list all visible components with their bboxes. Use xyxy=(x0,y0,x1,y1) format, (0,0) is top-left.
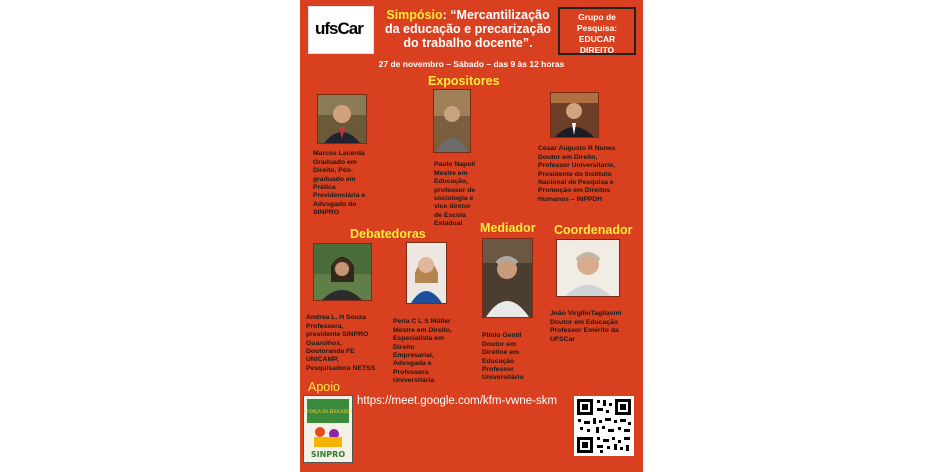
qr-code xyxy=(574,396,634,456)
heading-apoio: Apoio xyxy=(308,380,340,394)
photo-joao xyxy=(556,239,620,297)
title-lead: Simpósio xyxy=(386,8,443,22)
heading-mediador: Mediador xyxy=(480,221,536,235)
heading-debatedoras: Debatedoras xyxy=(350,227,426,241)
event-date: 27 de novembro – Sábado – das 9 às 12 horas xyxy=(378,59,565,69)
group-line-2: Pesquisa: xyxy=(576,23,618,33)
symposium-poster xyxy=(300,0,643,472)
meet-link[interactable]: https://meet.google.com/kfm-vwne-skm xyxy=(357,395,558,407)
photo-marcos xyxy=(317,94,367,144)
photo-plinio xyxy=(482,238,533,318)
photo-paulo xyxy=(433,89,471,153)
heading-expositores: Expositores xyxy=(428,74,500,88)
bio-paulo: Paulo Napoli Mestre em Educação, professor de sociologia e vice diretor de Escola Estadual xyxy=(434,161,476,228)
photo-perla xyxy=(406,242,447,304)
bio-perla: Perla C L S Müller Mestre em Direito, Especialista em Direito Empresarial, Advogada e Professora Universitária xyxy=(393,318,452,385)
photo-andrea xyxy=(313,243,372,301)
group-line-4: DIREITO xyxy=(579,45,615,55)
title-rest: : “Mercantilização da educação e precarização do trabalho docente”. xyxy=(384,8,552,50)
bio-marcos: Marcos Lacerda Graduado em Direito, Pós- graduado em Prática Previdenciária e Advogado do SINPRO xyxy=(313,150,366,217)
bio-plinio: Plínio Gentil Doutor em Direitoe em Educação Professor Universitário xyxy=(482,332,524,382)
sinpro-banner: A FORÇA DO EDUCADOR xyxy=(304,409,352,414)
heading-coordenador: Coordenador xyxy=(554,223,633,237)
bio-cesar: Cesar Augusto R Nunes Doutor em Direito, Professor Universitário, Presidente do Instituto Nacional de Pesquisa e Promoção em Direitos Humanos – INPPDH xyxy=(538,145,616,203)
group-line-3: EDUCAR xyxy=(578,34,616,44)
bio-joao: João VirgílioTagliavini Doutor em Educação Professor Emérito da UFSCar xyxy=(550,310,622,343)
bio-andrea: Andrea L. H Souza Professora, presidente SINPRO Guarulhos, Doutoranda FE UNICAMP, Pesquisadora NETSS xyxy=(306,314,376,372)
poster-title xyxy=(378,8,558,50)
sinpro-label: SINPRO xyxy=(310,450,346,459)
ufscar-logo: ufsCar xyxy=(308,6,374,54)
photo-cesar xyxy=(550,92,599,138)
group-line-1: Grupo de xyxy=(578,12,616,22)
research-group-box xyxy=(558,7,636,55)
sinpro-logo xyxy=(303,395,353,463)
